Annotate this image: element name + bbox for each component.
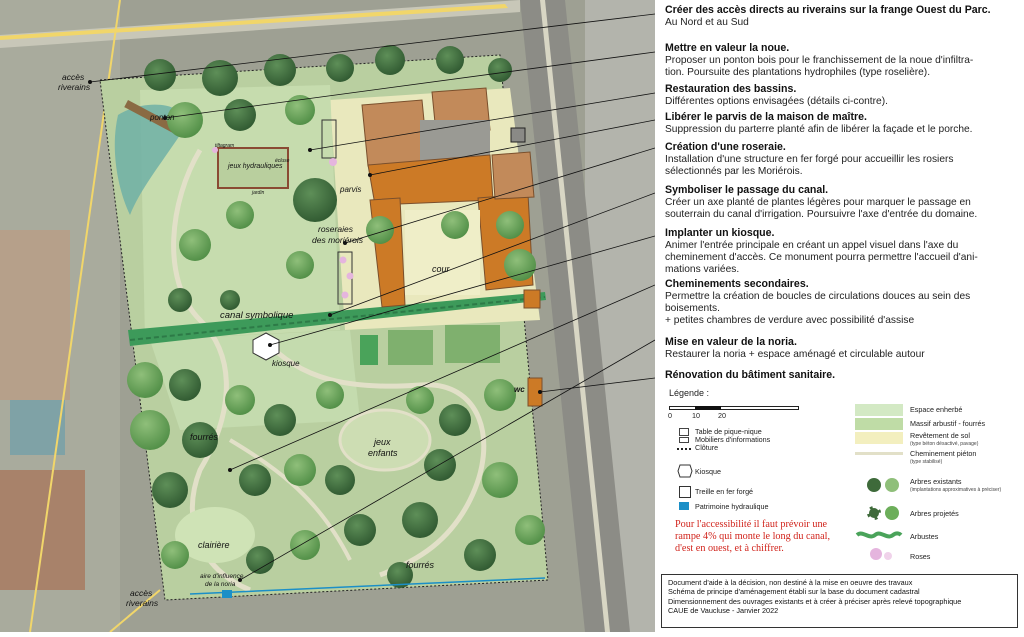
legend-arbres-existants-label: Arbres existants <box>910 477 962 486</box>
legend-trellis: Treille en fer forgé <box>695 487 754 496</box>
scale-tick-0: 0 <box>668 411 672 420</box>
item-title: Restauration des bassins. <box>665 83 797 95</box>
item-noue <box>665 42 1017 79</box>
label-jeux-enfants-1: jeux <box>374 437 391 447</box>
shrub-icon <box>855 530 903 540</box>
hexagon-icon <box>677 464 693 478</box>
scale-bar <box>669 406 799 418</box>
rose-4 <box>342 292 349 299</box>
item-text: Suppression du parterre planté afin de libérer la façade et le porche. <box>665 123 973 135</box>
item-acces-riverains <box>665 4 1017 29</box>
label-jeux-small-3: jardin <box>252 190 265 196</box>
info-board-icon <box>679 437 689 443</box>
swatch-revetement <box>855 432 903 444</box>
item-text: Animer l'entrée principale en créant un appel visuel dans l'axe du <box>665 239 959 251</box>
item-canal <box>665 184 1017 221</box>
legend-revetement-sub: (type béton désactivé, pavage) <box>910 441 979 447</box>
picnic-table-icon <box>679 428 689 436</box>
disclaimer-line-1: Document d'aide à la décision, non destiné à la mise en oeuvre des travaux <box>668 578 913 587</box>
trellis-icon <box>679 486 691 498</box>
item-title: Implanter un kiosque. <box>665 227 775 239</box>
item-text: Différentes options envisagées (détails ci-contre). <box>665 95 888 107</box>
item-text: mations variées. <box>665 264 740 276</box>
label-jeux-small-1: tiltagram <box>215 143 235 149</box>
item-title: Cheminements secondaires. <box>665 278 809 290</box>
rose-3 <box>347 273 354 280</box>
label-fourres-south: fourrés <box>406 560 435 570</box>
item-roseraie <box>665 141 1017 178</box>
label-jeux-enfants-2: enfants <box>368 448 398 458</box>
label-cour: cour <box>432 264 450 274</box>
item-text: Proposer un ponton bois pour le franchissement de la noue d'infiltra- <box>665 54 974 66</box>
label-ponton: ponton <box>150 113 175 122</box>
legend-revetement-label: Revêtement de sol <box>910 431 970 440</box>
item-title: Symboliser le passage du canal. <box>665 184 829 196</box>
label-jeux-small-2: écluse <box>275 158 290 164</box>
legend-roses: Roses <box>910 552 931 561</box>
item-text: Restaurer la noria + espace aménagé et circulable autour <box>665 348 925 360</box>
label-canal-symbolique: canal symbolique <box>220 310 294 321</box>
tree-projected-icon <box>867 506 881 520</box>
item-text: + petites chambres de verdure avec possibilité d'assise <box>665 315 915 327</box>
item-title: Rénovation du bâtiment sanitaire. <box>665 369 836 381</box>
item-text: tion. Poursuite des plantations hydrophiles (type roselière). <box>665 66 931 78</box>
item-cheminements <box>665 278 1017 328</box>
tree-existing-icon <box>867 478 881 492</box>
label-acces-south-1: accès <box>130 588 153 598</box>
hedge-3 <box>445 325 500 363</box>
building-roof-north-1[interactable] <box>362 100 428 166</box>
small-shed <box>511 128 525 142</box>
item-text: Créer un axe planté de plantes légères pour marquer le passage en <box>665 196 971 208</box>
rose-icon <box>870 548 882 560</box>
item-text: Au Nord et au Sud <box>665 16 749 28</box>
gate-building <box>524 290 540 308</box>
label-jeux-hydrauliques: jeux hydrauliques <box>228 163 283 170</box>
swatch-massif <box>855 418 903 430</box>
item-bassins <box>665 83 1017 108</box>
disclaimer-line-3: Dimensionnement des ouvrages existants et à créer à préciser après relevé topographique <box>668 596 962 606</box>
item-parvis <box>665 111 1017 136</box>
item-text: boisements. <box>665 302 720 314</box>
swatch-espace-enherbe <box>855 404 903 416</box>
item-title: Créer des accès directs au riverains sur la frange Ouest du Parc. <box>665 4 991 16</box>
neighbour-roof-west <box>0 230 70 400</box>
label-roseraies-1: roseraies <box>318 224 353 234</box>
legend-hydraulic: Patrimoine hydraulique <box>695 502 769 511</box>
legend-arbres-existants-sub: (implantations approximatives à préciser) <box>910 487 1002 493</box>
item-text: sélectionnés par les Moriérois. <box>665 165 803 177</box>
legend-picnic: Table de pique-nique <box>695 427 762 436</box>
label-acces-north-1: accès <box>62 72 85 82</box>
neighbour-roof-southwest <box>0 470 85 590</box>
item-text: cheminement d'accès. Ce monument pourra permettre l'accueil d'ani- <box>665 251 978 263</box>
legend-info: Mobiliers d'informations <box>695 435 771 444</box>
legend-massif: Massif arbustif - fourrés <box>910 419 986 428</box>
item-text: Permettre la création de boucles de circulations douces au sein des <box>665 290 971 302</box>
tree-projected-light-icon <box>885 506 899 520</box>
fence-icon <box>677 448 691 450</box>
hedge-1 <box>360 335 378 365</box>
label-acces-south-2: riverains <box>126 598 159 608</box>
legend-cheminement-sub: (type stabilisé) <box>910 459 943 465</box>
label-fourres-west: fourrés <box>190 432 219 442</box>
rose-2 <box>340 257 347 264</box>
label-aire-noria-2: de la noria <box>205 581 236 588</box>
legend-arbres-existants <box>910 478 1001 494</box>
item-title: Création d'une roseraie. <box>665 141 786 153</box>
legend-arbustes: Arbustes <box>910 532 939 541</box>
label-aire-noria-1: aire d'influence <box>200 573 244 580</box>
legend-title: Légende : <box>669 388 710 398</box>
legend-kiosque: Kiosque <box>695 467 721 476</box>
label-clairiere: clairière <box>198 540 230 550</box>
rose-1 <box>329 158 337 166</box>
tree-existing-light-icon <box>885 478 899 492</box>
legend-arbres-projetes: Arbres projetés <box>910 509 959 518</box>
right-panel <box>655 0 1024 632</box>
scale-tick-20: 20 <box>718 411 726 420</box>
scale-tick-10: 10 <box>692 411 700 420</box>
disclaimer-box <box>661 574 1018 628</box>
label-parvis: parvis <box>340 185 362 194</box>
swatch-cheminement <box>855 452 903 455</box>
item-title: Mettre en valeur la noue. <box>665 42 790 54</box>
noria-hydraulic[interactable] <box>222 590 232 598</box>
legend-espace-enherbe: Espace enherbé <box>910 405 963 414</box>
label-kiosque: kiosque <box>272 359 300 368</box>
legend-revetement <box>910 432 978 448</box>
disclaimer-line-2: Schéma de principe d'aménagement établi sur la base du document cadastral <box>668 587 920 597</box>
item-noria <box>665 336 1017 361</box>
hydraulic-icon <box>679 502 689 510</box>
item-text: Installation d'une structure en fer forgé pour accueillir les rosiers <box>665 153 954 165</box>
item-kiosque <box>665 227 1017 277</box>
label-roseraies-2: des moriérois <box>312 235 364 245</box>
label-wc: wc <box>514 385 525 394</box>
legend-fence: Clôture <box>695 443 719 452</box>
legend-cheminement-label: Cheminement piéton <box>910 449 977 458</box>
item-text: souterrain du canal d'irrigation. Poursuivre l'axe d'entrée du domaine. <box>665 208 978 220</box>
hedge-2 <box>388 330 433 365</box>
building-east-annex[interactable] <box>492 152 534 199</box>
item-title: Mise en valeur de la noria. <box>665 336 797 348</box>
accessibility-note: Pour l'accessibilité il faut prévoir une rampe 4% qui monte le long du canal, d'est en ouest, et à chiffrer. <box>675 519 831 554</box>
item-title: Libérer le parvis de la maison de maître. <box>665 111 867 123</box>
legend-cheminement <box>910 450 976 466</box>
label-acces-north-2: riverains <box>58 82 91 92</box>
item-sanitaire <box>665 369 1017 382</box>
rose-light-icon <box>884 552 892 560</box>
disclaimer-line-4: CAUE de Vaucluse - Janvier 2022 <box>668 606 779 616</box>
